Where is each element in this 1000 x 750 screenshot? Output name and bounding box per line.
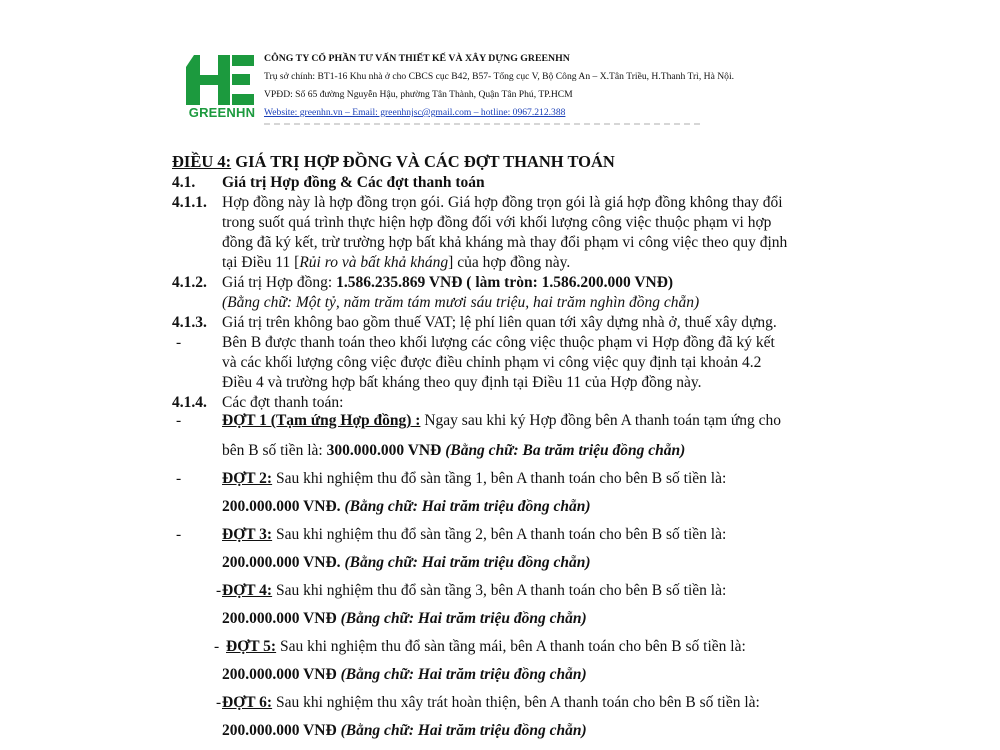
bullet-dash: -	[176, 526, 182, 543]
bullet-dash: -	[176, 334, 182, 351]
party-b-line2: và các khối lượng công việc được điều chỉnh phạm vi công việc quy định tại khoản 4.2	[222, 354, 762, 371]
rep-office: VPĐD: Số 65 đường Nguyễn Hậu, phường Tân Thành, Quận Tân Phú, TP.HCM	[264, 89, 573, 100]
party-b-line1: Bên B được thanh toán theo khối lượng các công việc thuộc phạm vi Hợp đồng đã ký kết	[222, 334, 775, 351]
section-4-1-2-number: 4.1.2.	[172, 274, 207, 291]
contract-value-words: (Bằng chữ: Một tỷ, năm trăm tám mươi sáu triệu, hai trăm nghìn đồng chẵn)	[222, 294, 700, 311]
letterhead	[186, 50, 826, 125]
logo-mark-icon	[186, 55, 256, 105]
installment-4-line1: ĐỢT 4: Sau khi nghiệm thu đổ sàn tầng 3, bên A thanh toán cho bên B số tiền là:	[222, 582, 727, 599]
bullet-dash: -	[214, 638, 220, 655]
header-divider	[264, 123, 700, 125]
installment-4-line2: 200.000.000 VNĐ (Bằng chữ: Hai trăm triệu đồng chẵn)	[222, 610, 587, 627]
section-4-1-1-line1: Hợp đồng này là hợp đồng trọn gói. Giá hợp đồng trọn gói là giá hợp đồng không thay đổi	[222, 194, 783, 211]
installment-6-line1: ĐỢT 6: Sau khi nghiệm thu xây trát hoàn thiện, bên A thanh toán cho bên B số tiền là:	[222, 694, 760, 711]
party-b-line3: Điều 4 và trường hợp bất kháng theo quy định tại Điều 11 của Hợp đồng này.	[222, 374, 702, 391]
section-4-1-4-text: Các đợt thanh toán:	[222, 394, 344, 411]
head-office: Trụ sở chính: BT1-16 Khu nhà ở cho CBCS cục B42, B57- Tổng cục V, Bộ Công An – X.Tân Triều, H.Thanh Trì, Hà Nội.	[264, 71, 735, 82]
company-info	[264, 50, 864, 122]
installment-1-line2: bên B số tiền là: 300.000.000 VNĐ (Bằng chữ: Ba trăm triệu đồng chẵn)	[222, 442, 686, 459]
installment-6-line2: 200.000.000 VNĐ (Bằng chữ: Hai trăm triệu đồng chẵn)	[222, 722, 587, 739]
installment-1-line1: ĐỢT 1 (Tạm ứng Hợp đồng) : Ngay sau khi ký Hợp đồng bên A thanh toán tạm ứng cho	[222, 412, 782, 429]
section-4-1-title: Giá trị Hợp đồng & Các đợt thanh toán	[222, 174, 485, 191]
section-4-1-3-text: Giá trị trên không bao gồm thuế VAT; lệ phí liên quan tới xây dựng nhà ở, thuế xây dựng.	[222, 314, 777, 331]
bullet-dash: -	[216, 582, 222, 599]
section-4-1-1-line4: tại Điều 11 [Rủi ro và bất khả kháng] của hợp đồng này.	[222, 254, 571, 271]
installment-5-line1: ĐỢT 5: Sau khi nghiệm thu đổ sàn tầng mái, bên A thanh toán cho bên B số tiền là:	[226, 638, 746, 655]
contract-value: Giá trị Hợp đồng: 1.586.235.869 VNĐ ( làm tròn: 1.586.200.000 VNĐ)	[222, 274, 674, 291]
company-name: CÔNG TY CỔ PHẦN TƯ VẤN THIẾT KẾ VÀ XÂY DỰNG GREENHN	[264, 53, 570, 64]
bullet-dash: -	[176, 412, 182, 429]
bullet-dash: -	[216, 694, 222, 711]
section-4-1-3-number: 4.1.3.	[172, 314, 207, 331]
installment-3-line1: ĐỢT 3: Sau khi nghiệm thu đổ sàn tầng 2, bên A thanh toán cho bên B số tiền là:	[222, 526, 727, 543]
section-4-1-1-line2: trong suốt quá trình thực hiện hợp đồng đối với khối lượng công việc thuộc phạm vi hợp	[222, 214, 772, 231]
installment-5-line2: 200.000.000 VNĐ (Bằng chữ: Hai trăm triệu đồng chẵn)	[222, 666, 587, 683]
installment-2-line2: 200.000.000 VNĐ. (Bằng chữ: Hai trăm triệu đồng chẵn)	[222, 498, 591, 515]
logo-text: GREENHN	[188, 105, 256, 120]
installment-3-line2: 200.000.000 VNĐ. (Bằng chữ: Hai trăm triệu đồng chẵn)	[222, 554, 591, 571]
article-title: ĐIỀU 4: GIÁ TRỊ HỢP ĐỒNG VÀ CÁC ĐỢT THANH TOÁN	[172, 152, 615, 171]
contact-link[interactable]: Website: greenhn.vn – Email: greenhnjsc@gmail.com – hotline: 0967.212.388	[264, 107, 566, 118]
greenhn-logo	[186, 55, 256, 120]
section-4-1-number: 4.1.	[172, 174, 196, 191]
section-4-1-1-number: 4.1.1.	[172, 194, 207, 211]
bullet-dash: -	[176, 470, 182, 487]
section-4-1-1-line3: đồng đã ký kết, trừ trường hợp bất khả kháng mà thay đổi phạm vi công việc theo quy định	[222, 234, 788, 251]
installment-2-line1: ĐỢT 2: Sau khi nghiệm thu đổ sàn tầng 1, bên A thanh toán cho bên B số tiền là:	[222, 470, 727, 487]
section-4-1-4-number: 4.1.4.	[172, 394, 207, 411]
